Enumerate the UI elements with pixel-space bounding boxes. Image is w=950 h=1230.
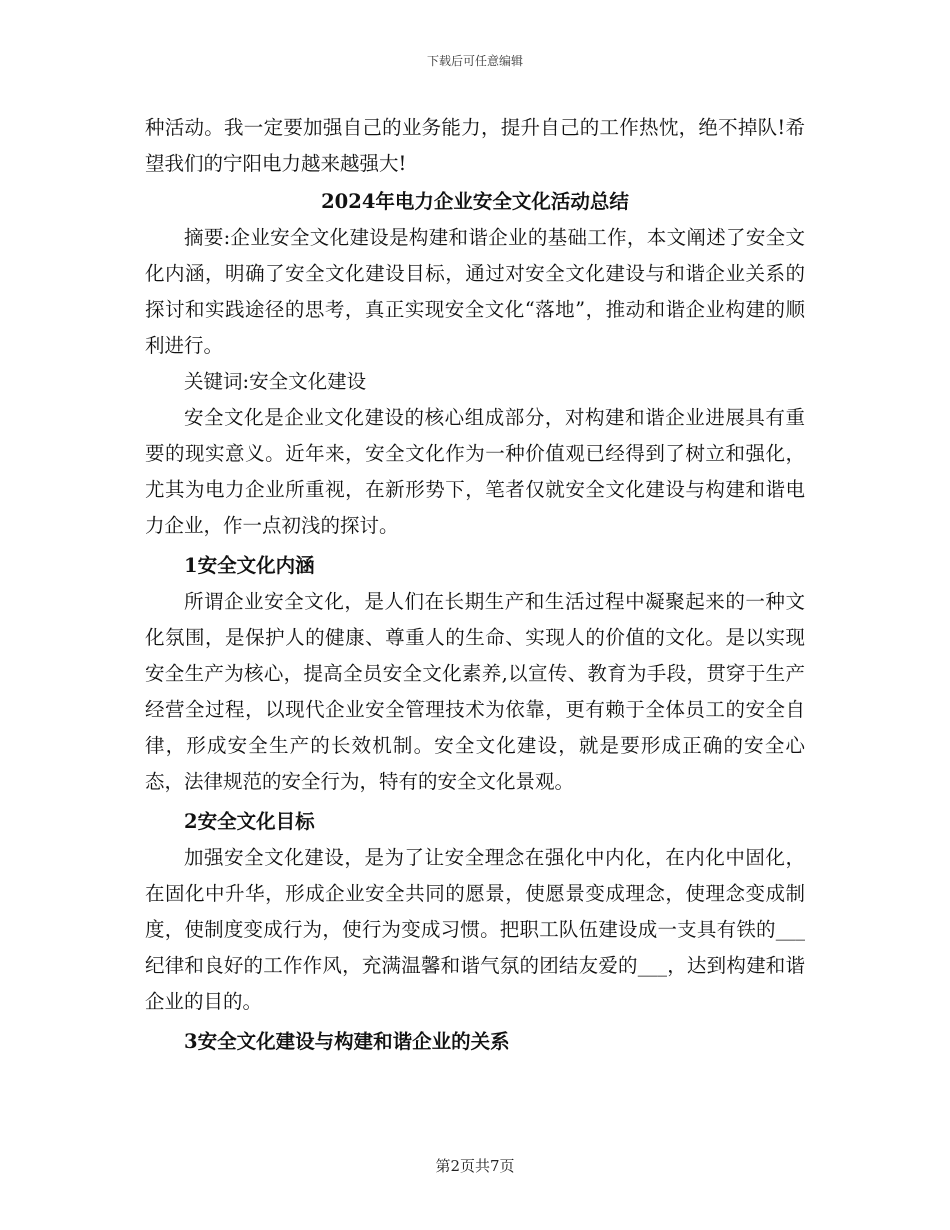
page-indicator: 第2页共7页 [435,1157,515,1175]
header-note: 下载后可任意编辑 [426,54,523,68]
intro-paragraph: 安全文化是企业文化建设的核心组成部分，对构建和谐企业进展具有重要的现实意义。近年来，安全文化作为一种价值观已经得到了树立和强化，尤其为电力企业所重视，在新形势下，笔者仅就安全文化建设与构建和谐电力企业，作一点初浅的探讨。 [145,406,805,537]
section-2-paragraph: 加强安全文化建设，是为了让安全理念在强化中内化，在内化中固化，在固化中升华，形成企业安全共同的愿景，使愿景变成理念，使理念变成制度，使制度变成行为，使行为变成习惯。把职工队伍建设成一支具有铁的___纪律和良好的工作作风，充满温馨和谐气氛的团结友爱的___，达到构建和谐企业的目的。 [145,846,805,1013]
continuation-paragraph: 种活动。我一定要加强自己的业务能力，提升自己的工作热忱，绝不掉队!希望我们的宁阳电力越来越强大! [145,116,805,175]
section-1-heading: 1安全文化内涵 [184,554,315,577]
document-body [145,110,805,1060]
section-1-paragraph: 所谓企业安全文化，是人们在长期生产和生活过程中凝聚起来的一种文化氛围，是保护人的健康、尊重人的生命、实现人的价值的文化。是以实现安全生产为核心，提高全员安全文化素养,以宣传、教育为手段，贯穿于生产经营全过程，以现代企业安全管理技术为依靠，更有赖于全体员工的安全自律，形成安全生产的长效机制。安全文化建设，就是要形成正确的安全心态，法律规范的安全行为，特有的安全文化景观。 [145,590,805,793]
section-2-heading: 2安全文化目标 [184,810,315,833]
section-3-heading: 3安全文化建设与构建和谐企业的关系 [184,1030,510,1053]
keywords-line: 关键词:安全文化建设 [184,370,367,393]
document-title: 2024年电力企业安全文化活动总结 [321,190,629,213]
abstract-paragraph: 摘要:企业安全文化建设是构建和谐企业的基础工作，本文阐述了安全文化内涵，明确了安全文化建设目标，通过对安全文化建设与和谐企业关系的探讨和实践途径的思考，真正实现安全文化“落地”，推动和谐企业构建的顺利进行。 [145,226,805,357]
